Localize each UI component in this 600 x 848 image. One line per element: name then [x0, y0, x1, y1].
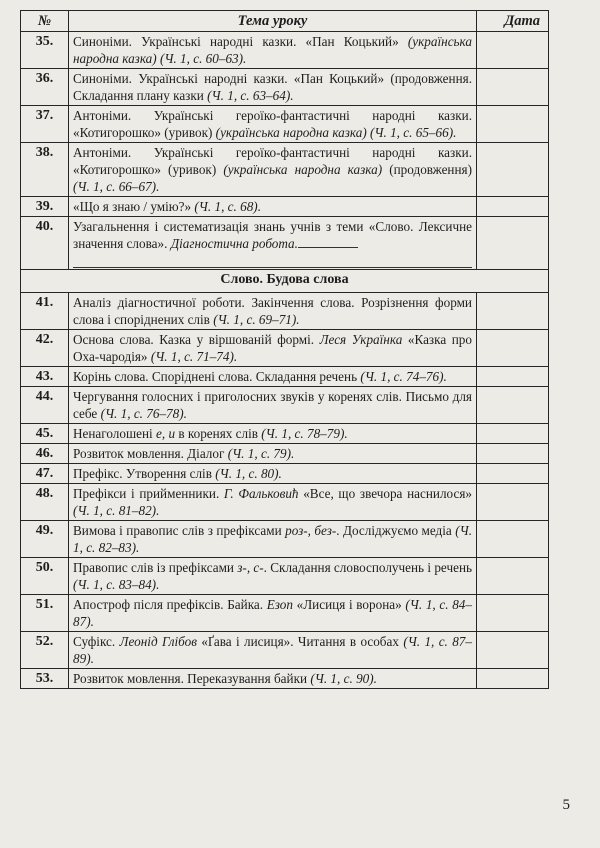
lesson-number: 39. — [21, 197, 69, 217]
table-row — [21, 106, 549, 143]
lessons-group-word-structure — [21, 293, 549, 689]
table-row — [21, 444, 549, 464]
topic-text: Узагальнення і систематизація знань учнів з теми «Слово. Лексичне значення слова». — [73, 219, 472, 251]
topic-reference: (Ч. 1, с. 71–74). — [150, 349, 238, 364]
topic-reference: (Ч. 1, с. 68). — [194, 199, 261, 214]
topic-text: «Що я знаю / умію?» — [73, 199, 195, 214]
lesson-number: 45. — [21, 424, 69, 444]
lesson-topic — [69, 197, 477, 217]
topic-reference: Г. Фальковић — [223, 486, 299, 501]
table-row — [21, 330, 549, 367]
lesson-date-cell[interactable] — [477, 69, 549, 106]
lesson-date-cell[interactable] — [477, 558, 549, 595]
topic-reference: (Ч. 1, с. 87–89). — [73, 634, 472, 666]
column-header-date: Дата — [477, 11, 549, 32]
topic-text: Антоніми. Українські героїко-фантастичні народні казки. «Котигорошко» (уривок) — [73, 108, 472, 140]
topic-reference: (Ч. 1, с. 66–67). — [73, 179, 160, 194]
lesson-topic — [69, 669, 477, 689]
lesson-number: 48. — [21, 484, 69, 521]
topic-text: Аналіз діагностичної роботи. Закінчення слова. Розрізнення форми слова і споріднених слів — [73, 295, 472, 327]
table-row — [21, 464, 549, 484]
topic-text: Розвиток мовлення. Діалог — [73, 446, 228, 461]
topic-text: в коренях слів — [175, 426, 262, 441]
topic-reference: (Ч. 1, с. 82–83). — [73, 523, 472, 555]
topic-text: Чергування голосних і приголосних звуків у коренях слів. Письмо для себе — [73, 389, 472, 421]
column-header-topic: Тема уроку — [69, 11, 477, 32]
lesson-number: 36. — [21, 69, 69, 106]
topic-reference: (Ч. 1, с. 80). — [215, 466, 282, 481]
lesson-number: 47. — [21, 464, 69, 484]
lesson-number: 40. — [21, 217, 69, 270]
topic-reference: Леонід Глібов — [119, 634, 197, 649]
lesson-date-cell[interactable] — [477, 32, 549, 69]
table-row — [21, 424, 549, 444]
topic-reference: Езоп — [266, 597, 293, 612]
topic-text: Апостроф після префіксів. Байка. — [73, 597, 267, 612]
topic-reference: (Ч. 1, с. 90). — [310, 671, 377, 686]
section-title: Слово. Будова слова — [21, 270, 549, 293]
topic-reference: (Ч. 1, с. 76–78). — [100, 406, 187, 421]
lesson-number: 46. — [21, 444, 69, 464]
blank-line — [298, 247, 358, 248]
topic-text: (продовження) — [382, 162, 472, 177]
lesson-date-cell[interactable] — [477, 444, 549, 464]
lesson-number: 43. — [21, 367, 69, 387]
topic-reference: (Ч. 1, с. 84–87). — [73, 597, 472, 629]
topic-reference: роз-, без- — [285, 523, 337, 538]
lesson-number: 37. — [21, 106, 69, 143]
lesson-date-cell[interactable] — [477, 387, 549, 424]
lesson-topic — [69, 106, 477, 143]
topic-text: Основа слова. Казка у віршованій формі. — [73, 332, 320, 347]
topic-reference: (Ч. 1, с. 69–71). — [213, 312, 300, 327]
topic-text: . Складання словосполучень і речень — [263, 560, 473, 575]
lesson-topic — [69, 69, 477, 106]
topic-reference: (Ч. 1, с. 79). — [227, 446, 295, 461]
lesson-number: 49. — [21, 521, 69, 558]
topic-reference: (українська народна казка) — [223, 162, 383, 177]
lesson-date-cell[interactable] — [477, 521, 549, 558]
lesson-plan-table — [20, 10, 549, 689]
lesson-date-cell[interactable] — [477, 484, 549, 521]
lesson-topic — [69, 632, 477, 669]
topic-reference: (Ч. 1, с. 81–82). — [73, 503, 160, 518]
lesson-topic — [69, 293, 477, 330]
topic-text: Вимова і правопис слів з префіксами — [73, 523, 286, 538]
lesson-date-cell[interactable] — [477, 464, 549, 484]
topic-text: «Все, що звечора наснилося» — [298, 486, 472, 501]
topic-text: «Казка про Оха-чародія» — [73, 332, 472, 364]
lesson-number: 35. — [21, 32, 69, 69]
topic-text: Розвиток мовлення. Переказування байки — [73, 671, 311, 686]
table-row — [21, 521, 549, 558]
table-row — [21, 484, 549, 521]
table-header-row — [21, 11, 549, 32]
lesson-number: 42. — [21, 330, 69, 367]
lesson-topic — [69, 558, 477, 595]
lesson-date-cell[interactable] — [477, 106, 549, 143]
lesson-date-cell[interactable] — [477, 143, 549, 197]
table-row — [21, 143, 549, 197]
lesson-number: 38. — [21, 143, 69, 197]
lesson-number: 51. — [21, 595, 69, 632]
lesson-date-cell[interactable] — [477, 330, 549, 367]
lesson-topic — [69, 464, 477, 484]
topic-text: Синоніми. Українські народні казки. «Пан Коцький» (продовження. Складання плану казки — [73, 71, 472, 103]
lesson-topic — [69, 484, 477, 521]
table-row — [21, 387, 549, 424]
topic-reference: (Ч. 1, с. 74–76). — [360, 369, 447, 384]
lesson-number: 50. — [21, 558, 69, 595]
lesson-topic — [69, 595, 477, 632]
topic-text: Суфікс. — [73, 634, 120, 649]
lesson-topic — [69, 387, 477, 424]
table-row — [21, 293, 549, 330]
lesson-topic — [69, 424, 477, 444]
table-row — [21, 367, 549, 387]
lesson-number: 44. — [21, 387, 69, 424]
blank-line — [73, 253, 472, 268]
lesson-date-cell[interactable] — [477, 424, 549, 444]
lesson-date-cell[interactable] — [477, 367, 549, 387]
lesson-number: 52. — [21, 632, 69, 669]
topic-reference: (Ч. 1, с. 78–79). — [261, 426, 348, 441]
table-row — [21, 217, 549, 270]
topic-text: . Досліджуємо медіа — [336, 523, 456, 538]
table-row — [21, 197, 549, 217]
topic-text: Префікс. Утворення слів — [73, 466, 216, 481]
lesson-topic — [69, 367, 477, 387]
lesson-date-cell[interactable] — [477, 632, 549, 669]
lesson-topic — [69, 330, 477, 367]
lesson-date-cell[interactable] — [477, 669, 549, 689]
topic-text: Синоніми. Українські народні казки. «Пан Коцький» — [73, 34, 408, 49]
column-header-number: № — [21, 11, 69, 32]
table-row — [21, 669, 549, 689]
table-row — [21, 595, 549, 632]
topic-reference: (українська народна казка) (Ч. 1, с. 60–63). — [73, 34, 472, 66]
topic-reference: з-, с- — [237, 560, 264, 575]
lesson-topic — [69, 444, 477, 464]
topic-text: Префікси і прийменники. — [73, 486, 224, 501]
lesson-number: 41. — [21, 293, 69, 330]
topic-text: «Лисиця і ворона» — [292, 597, 406, 612]
topic-text: Ненаголошені — [73, 426, 156, 441]
lesson-date-cell[interactable] — [477, 197, 549, 217]
lesson-date-cell[interactable] — [477, 217, 549, 270]
topic-reference: Леся Українка — [319, 332, 403, 347]
topic-reference: Діагностична робота. — [170, 236, 298, 251]
table-row — [21, 32, 549, 69]
lessons-group-lexical — [21, 32, 549, 270]
page-number: 5 — [562, 797, 570, 813]
topic-text: Корінь слова. Споріднені слова. Складання речень — [73, 369, 361, 384]
topic-reference: е, и — [156, 426, 176, 441]
lesson-number: 53. — [21, 669, 69, 689]
table-row — [21, 69, 549, 106]
table-row — [21, 558, 549, 595]
topic-reference: (Ч. 1, с. 83–84). — [73, 577, 160, 592]
lesson-topic — [69, 143, 477, 197]
topic-text: Правопис слів із префіксами — [73, 560, 238, 575]
topic-text: «Ґава і лисиця». Читання в особах — [196, 634, 404, 649]
section-row — [21, 270, 549, 293]
lesson-topic — [69, 32, 477, 69]
topic-reference: (українська народна казка) (Ч. 1, с. 65–66). — [215, 125, 457, 140]
lesson-date-cell[interactable] — [477, 293, 549, 330]
topic-reference: (Ч. 1, с. 63–64). — [207, 88, 294, 103]
lesson-topic — [69, 521, 477, 558]
table-row — [21, 632, 549, 669]
topic-text: Антоніми. Українські героїко-фантастичні народні казки. «Котигорошко» (уривок) — [73, 145, 472, 177]
lesson-topic — [69, 217, 477, 270]
lesson-date-cell[interactable] — [477, 595, 549, 632]
